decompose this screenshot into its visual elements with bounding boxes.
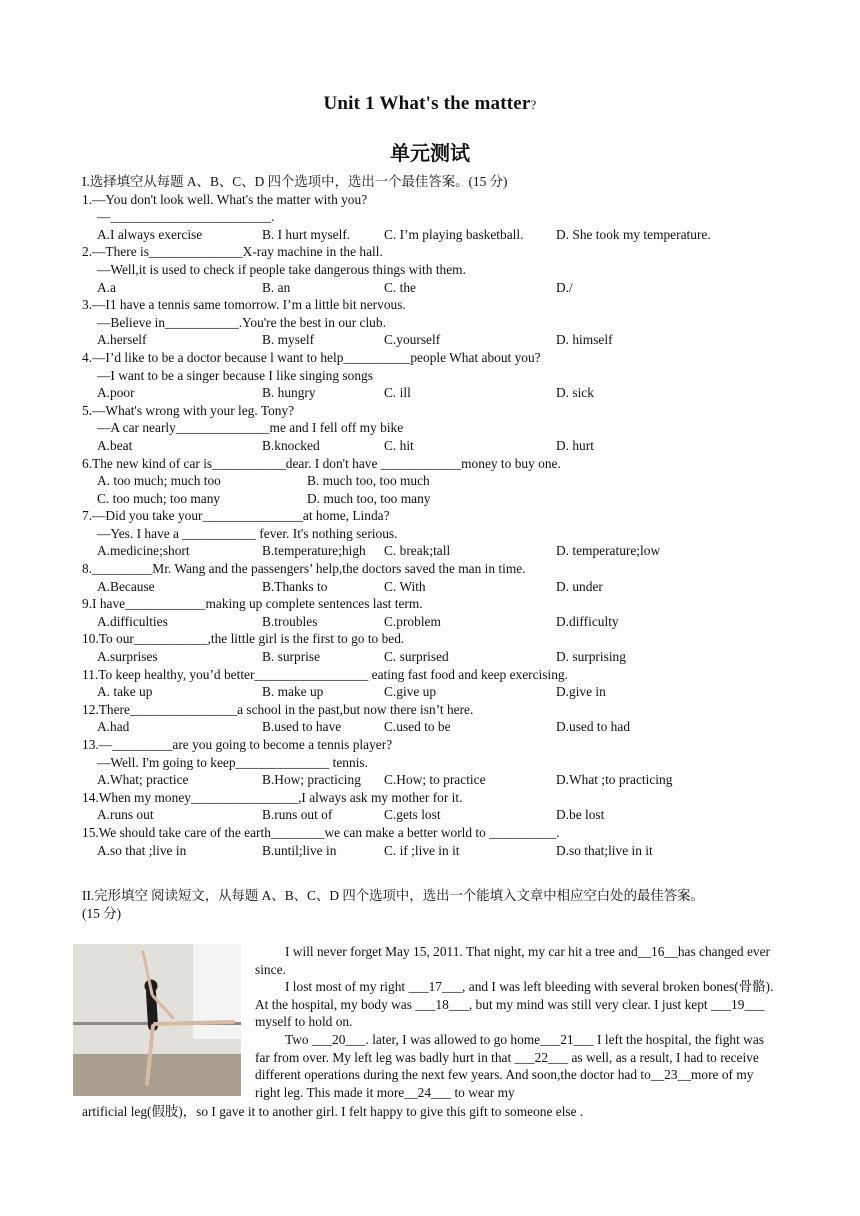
- page-title: [0, 93, 860, 115]
- question-stem: 12.There________________a school in the past,but now there isn’t here.: [82, 701, 474, 717]
- question-line: —Well. I'm going to keep______________ tennis.: [97, 754, 368, 770]
- option-c[interactable]: C. hit: [384, 437, 414, 453]
- options-row: [82, 718, 792, 736]
- option-b[interactable]: B.temperature;high: [262, 543, 366, 559]
- options-row: [82, 226, 792, 244]
- option-c[interactable]: C.give up: [384, 684, 437, 700]
- passage-paragraph: Two ___20___. later, I was allowed to go home___21___ I left the hospital, the fight was far from over. My left leg was badly hurt in that ___22___ as well, as a result, I had to receive different operations during the next few years. And soon,the doctor had to__23__more of my right leg. This made it more__24___ to wear my: [255, 1031, 765, 1100]
- option-d[interactable]: D. under: [556, 578, 603, 594]
- option-b[interactable]: B. myself: [262, 332, 315, 348]
- option-a[interactable]: A. take up: [97, 684, 153, 700]
- option-b[interactable]: B.How; practicing: [262, 772, 361, 788]
- passage-tail: artificial leg(假肢)，so I gave it to another girl. I felt happy to give this gift to someone else .: [82, 1104, 584, 1119]
- question-line: —Believe in___________.You're the best in our club.: [97, 314, 386, 330]
- question-line: —A car nearly______________me and I fell off my bike: [97, 420, 404, 436]
- question-line: —I want to be a singer because I like singing songs: [97, 367, 373, 383]
- options-row: [82, 806, 792, 824]
- question-line: —________________________.: [97, 209, 275, 225]
- option-b[interactable]: B. surprise: [262, 649, 321, 665]
- option-c[interactable]: C.yourself: [384, 332, 441, 348]
- option-d[interactable]: D.give in: [556, 684, 606, 700]
- option-a[interactable]: A.difficulties: [97, 613, 168, 629]
- option-d[interactable]: D. much too, too many: [307, 490, 431, 506]
- question-stem: 3.—I1 have a tennis same tomorrow. I’m a little bit nervous.: [82, 297, 406, 313]
- options-row: [82, 771, 792, 789]
- option-d[interactable]: D.so that;live in it: [556, 842, 653, 858]
- option-d[interactable]: D.used to had: [556, 719, 631, 735]
- option-d[interactable]: D. hurt: [556, 437, 594, 453]
- option-d[interactable]: D. himself: [556, 332, 613, 348]
- passage-paragraph: I will never forget May 15, 2011. That night, my car hit a tree and__16__has changed ever since.: [255, 944, 771, 977]
- option-c[interactable]: C.gets lost: [384, 807, 441, 823]
- option-c[interactable]: C. the: [384, 279, 416, 295]
- option-a[interactable]: A.surprises: [97, 649, 158, 665]
- option-a[interactable]: A. too much; much too: [97, 473, 221, 489]
- option-a[interactable]: A.runs out: [97, 807, 154, 823]
- option-a[interactable]: A.What; practice: [97, 772, 189, 788]
- option-d[interactable]: D./: [556, 279, 573, 295]
- option-b[interactable]: B.knocked: [262, 437, 320, 453]
- option-c[interactable]: C. break;tall: [384, 543, 451, 559]
- options-row: [82, 648, 792, 666]
- options-row: [82, 613, 792, 631]
- options-row: [82, 384, 792, 402]
- option-c[interactable]: C. With: [384, 578, 426, 594]
- section2-heading: II.完形填空 阅读短文，从每题 A、B、C、D 四个选项中，选出一个能填入文章中相应空白处的最佳答案。 (15 分): [82, 888, 704, 921]
- question-stem: 7.—Did you take your_______________at home, Linda?: [82, 508, 390, 524]
- title-mark: ?: [530, 97, 537, 112]
- options-row: [82, 331, 792, 349]
- dancer-figure: [73, 944, 241, 1096]
- option-a[interactable]: A.so that ;live in: [97, 842, 187, 858]
- page-subtitle: 单元测试: [390, 141, 470, 165]
- options-row: [82, 490, 792, 508]
- option-b[interactable]: B. I hurt myself.: [262, 226, 351, 242]
- question-line: —Yes. I have a ___________ fever. It's nothing serious.: [97, 525, 398, 541]
- question-stem: 14.When my money________________,I always ask my mother for it.: [82, 789, 463, 805]
- question-stem: 1.—You don't look well. What's the matter with you?: [82, 191, 368, 207]
- option-d[interactable]: D.What ;to practicing: [556, 772, 673, 788]
- options-row: [82, 683, 792, 701]
- option-d[interactable]: D. temperature;low: [556, 543, 661, 559]
- section-multiple-choice: [82, 173, 792, 859]
- options-row: [82, 542, 792, 560]
- option-c[interactable]: C.How; to practice: [384, 772, 486, 788]
- question-stem: 8._________Mr. Wang and the passengers’ help,the doctors saved the man in time.: [82, 561, 526, 577]
- ballet-dancer-photo: [73, 944, 241, 1096]
- question-stem: 11.To keep healthy, you’d better_________________ eating fast food and keep exercising.: [82, 666, 568, 682]
- option-c[interactable]: C. surprised: [384, 649, 449, 665]
- option-a[interactable]: A.herself: [97, 332, 147, 348]
- question-stem: 13.—_________are you going to become a tennis player?: [82, 737, 393, 752]
- question-line: —Well,it is used to check if people take dangerous things with them.: [97, 261, 466, 277]
- options-row: [82, 578, 792, 596]
- option-a[interactable]: A.beat: [97, 437, 133, 453]
- option-b[interactable]: B.runs out of: [262, 807, 333, 823]
- question-stem: 6.The new kind of car is___________dear. I don't have ____________money to buy one.: [82, 455, 561, 471]
- option-a[interactable]: A.Because: [97, 578, 155, 594]
- options-row: [82, 437, 792, 455]
- option-b[interactable]: B.until;live in: [262, 842, 337, 858]
- passage-paragraph: I lost most of my right ___17___, and I was left bleeding with several broken bones(骨骼). At the hospital, my body was ___18___, but my mind was still very clear. I just kept ___19___ myself to hold on.: [255, 979, 774, 1030]
- option-c[interactable]: C. I’m playing basketball.: [384, 226, 524, 242]
- question-stem: 4.—I’d like to be a doctor because l want to help__________people What about you?: [82, 349, 541, 365]
- question-stem: 15.We should take care of the earth________we can make a better world to __________.: [82, 824, 560, 840]
- option-a[interactable]: A.poor: [97, 385, 135, 401]
- option-d[interactable]: D. sick: [556, 385, 594, 401]
- question-stem: 9.I have____________making up complete sentences last term.: [82, 596, 423, 612]
- option-b[interactable]: B.used to have: [262, 719, 342, 735]
- option-b[interactable]: B.troubles: [262, 613, 318, 629]
- section-heading: I.选择填空从每题 A、B、C、D 四个选项中，选出一个最佳答案。(15 分): [82, 174, 508, 189]
- option-c[interactable]: C. too much; too many: [97, 490, 221, 506]
- option-d[interactable]: D.be lost: [556, 807, 605, 823]
- options-row: [82, 472, 792, 490]
- option-c[interactable]: C.problem: [384, 613, 441, 629]
- question-stem: 10.To our___________,the little girl is the first to go to bed.: [82, 631, 405, 647]
- option-a[interactable]: A.medicine;short: [97, 543, 190, 559]
- option-b[interactable]: B.Thanks to: [262, 578, 328, 594]
- option-a[interactable]: A.a: [97, 279, 116, 295]
- option-d[interactable]: D. She took my temperature.: [556, 226, 711, 242]
- option-b[interactable]: B. make up: [262, 684, 324, 700]
- options-row: [82, 842, 792, 860]
- option-c[interactable]: C.used to be: [384, 719, 451, 735]
- question-stem: 2.—There is______________X-ray machine in the hall.: [82, 244, 383, 260]
- option-a[interactable]: A.had: [97, 719, 130, 735]
- option-b[interactable]: B. much too, too much: [307, 473, 430, 489]
- option-d[interactable]: D. surprising: [556, 649, 626, 665]
- title-text: Unit 1 What's the matter: [323, 93, 531, 114]
- option-d[interactable]: D.difficulty: [556, 613, 619, 629]
- option-c[interactable]: C. if ;live in it: [384, 842, 460, 858]
- options-row: [82, 279, 792, 297]
- option-b[interactable]: B. hungry: [262, 385, 316, 401]
- question-stem: 5.—What's wrong with your leg. Tony?: [82, 402, 295, 418]
- option-b[interactable]: B. an: [262, 279, 291, 295]
- option-a[interactable]: A.I always exercise: [97, 226, 203, 242]
- cloze-passage: [255, 943, 779, 1101]
- option-c[interactable]: C. ill: [384, 385, 411, 401]
